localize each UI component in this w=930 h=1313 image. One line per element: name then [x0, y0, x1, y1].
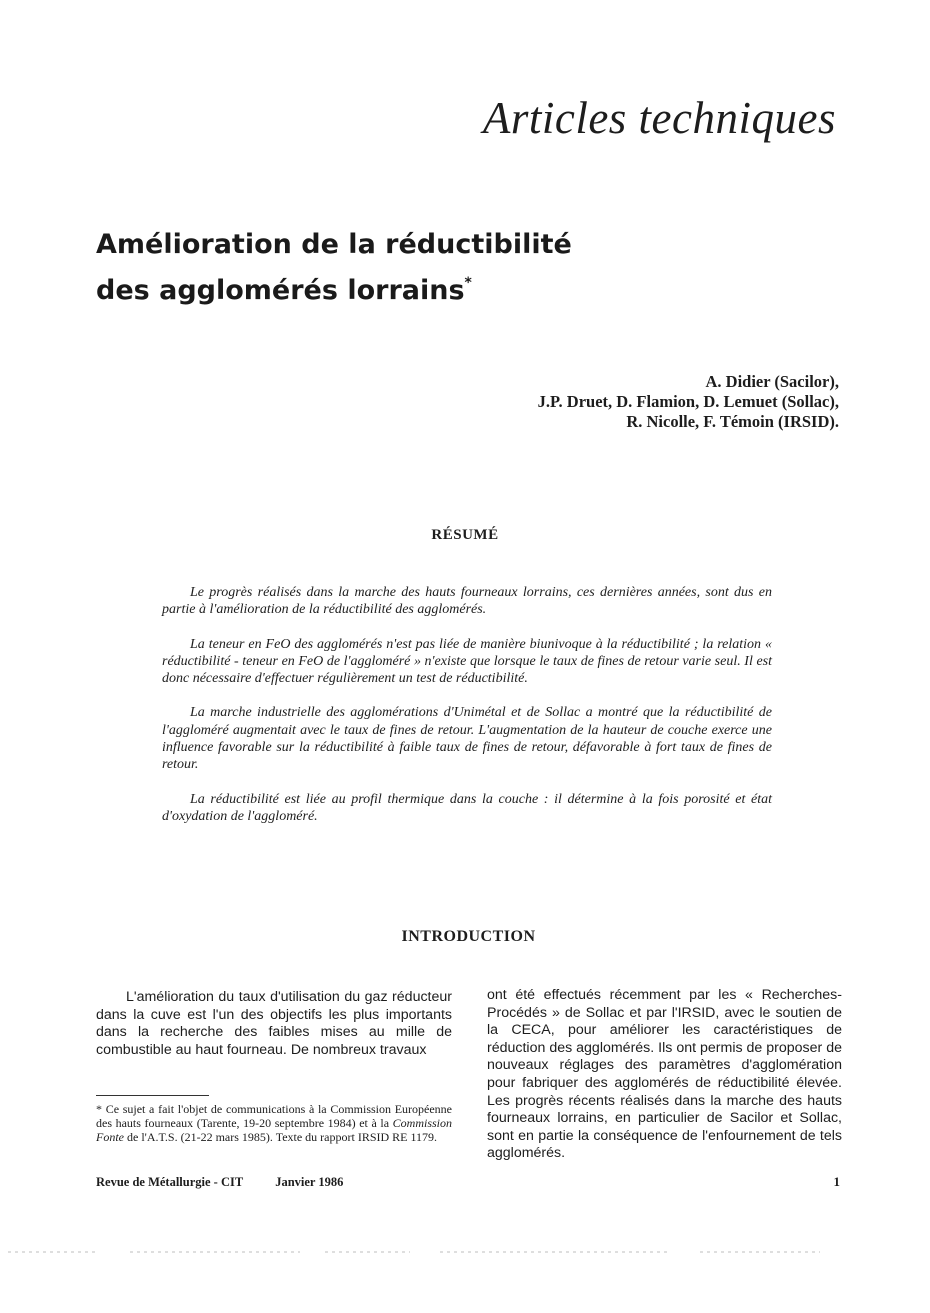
footnote-text-end: de l'A.T.S. (21-22 mars 1985). Texte du rapport IRSID RE 1179. — [124, 1130, 438, 1145]
footnote-text-start: * Ce sujet a fait l'objet de communications à la Commission Européenne des hauts fourneaux (Tarente, 19-20 septembre 1984) et à la — [96, 1102, 452, 1131]
resume-heading: RÉSUMÉ — [431, 527, 499, 543]
scan-artifact — [700, 1251, 820, 1253]
author-line: A. Didier (Sacilor), — [705, 372, 839, 391]
scan-artifact — [8, 1251, 98, 1253]
introduction-heading: INTRODUCTION — [401, 928, 536, 945]
scan-artifact — [130, 1251, 300, 1253]
issue-date: Janvier 1986 — [275, 1175, 344, 1189]
abstract — [162, 584, 772, 842]
article-title — [96, 226, 572, 310]
author-line: J.P. Druet, D. Flamion, D. Lemuet (Sollac), — [537, 392, 839, 411]
title-footnote-mark: * — [464, 275, 472, 291]
abstract-paragraph: La teneur en FeO des agglomérés n'est pas liée de manière biunivoque à la réductibilité ; la relation « réductibilité - teneur en FeO de l'aggloméré » n'existe que lorsque le taux de fines de retour varie seul. Il est donc nécessaire d'effectuer régulièrement un test de réductibilité. — [162, 636, 772, 687]
footnote — [96, 1102, 452, 1145]
abstract-paragraph: La réductibilité est liée au profil thermique dans la couche : il détermine à la fois porosité et état d'oxydation de l'aggloméré. — [162, 791, 772, 824]
page-footer — [96, 1175, 343, 1190]
page-number: 1 — [833, 1174, 840, 1189]
abstract-paragraph: La marche industrielle des agglomérations d'Unimétal et de Sollac a montré que la réductibilité de l'aggloméré augmentait avec le taux de fines de retour. L'augmentation de la hauteur de couche exerce une influence favorable sur la réductibilité à faible taux de fines de retour, défavorable à fort taux de fines de retour. — [162, 705, 772, 773]
journal-name: Revue de Métallurgie - CIT — [96, 1175, 244, 1189]
body-paragraph: L'amélioration du taux d'utilisation du gaz réducteur dans la cuve est l'un des objectifs les plus importants dans la recherche des faibles mises au mille de combustible au haut fourneau. De nombreux travaux — [96, 989, 452, 1058]
footnote-italic-text: Commission Fonte — [96, 1116, 452, 1145]
author-line: R. Nicolle, F. Témoin (IRSID). — [626, 412, 839, 431]
title-line-2-text: des agglomérés lorrains — [96, 275, 465, 306]
scan-artifact — [325, 1251, 410, 1253]
body-column-right — [487, 987, 842, 1163]
title-line-1: Amélioration de la réductibilité — [96, 229, 572, 260]
abstract-paragraph: Le progrès réalisés dans la marche des hauts fourneaux lorrains, ces dernières années, sont dus en partie à l'amélioration de la réductibilité des agglomérés. — [162, 585, 772, 618]
body-column-left — [96, 989, 452, 1059]
body-paragraph: ont été effectués récemment par les « Recherches-Procédés » de Sollac et par l'IRSID, avec le soutien de la CECA, pour améliorer les caractéristiques de réduction des agglomérés. Ils ont permis de proposer de nouveaux réglages des paramètres d'agglomération pour fabriquer des agglomérés de réductibilité élevée. Les progrès récents réalisés dans la marche des hauts fourneaux lorrains, en particulier de Sacilor et Sollac, sont en partie la conséquence de l'enfournement de tels agglomérés. — [487, 987, 842, 1162]
footnote-divider — [96, 1095, 209, 1096]
scan-artifact — [440, 1251, 670, 1253]
author-list — [538, 372, 839, 432]
title-line-2 — [96, 264, 572, 310]
section-header: Articles techniques — [482, 93, 836, 143]
